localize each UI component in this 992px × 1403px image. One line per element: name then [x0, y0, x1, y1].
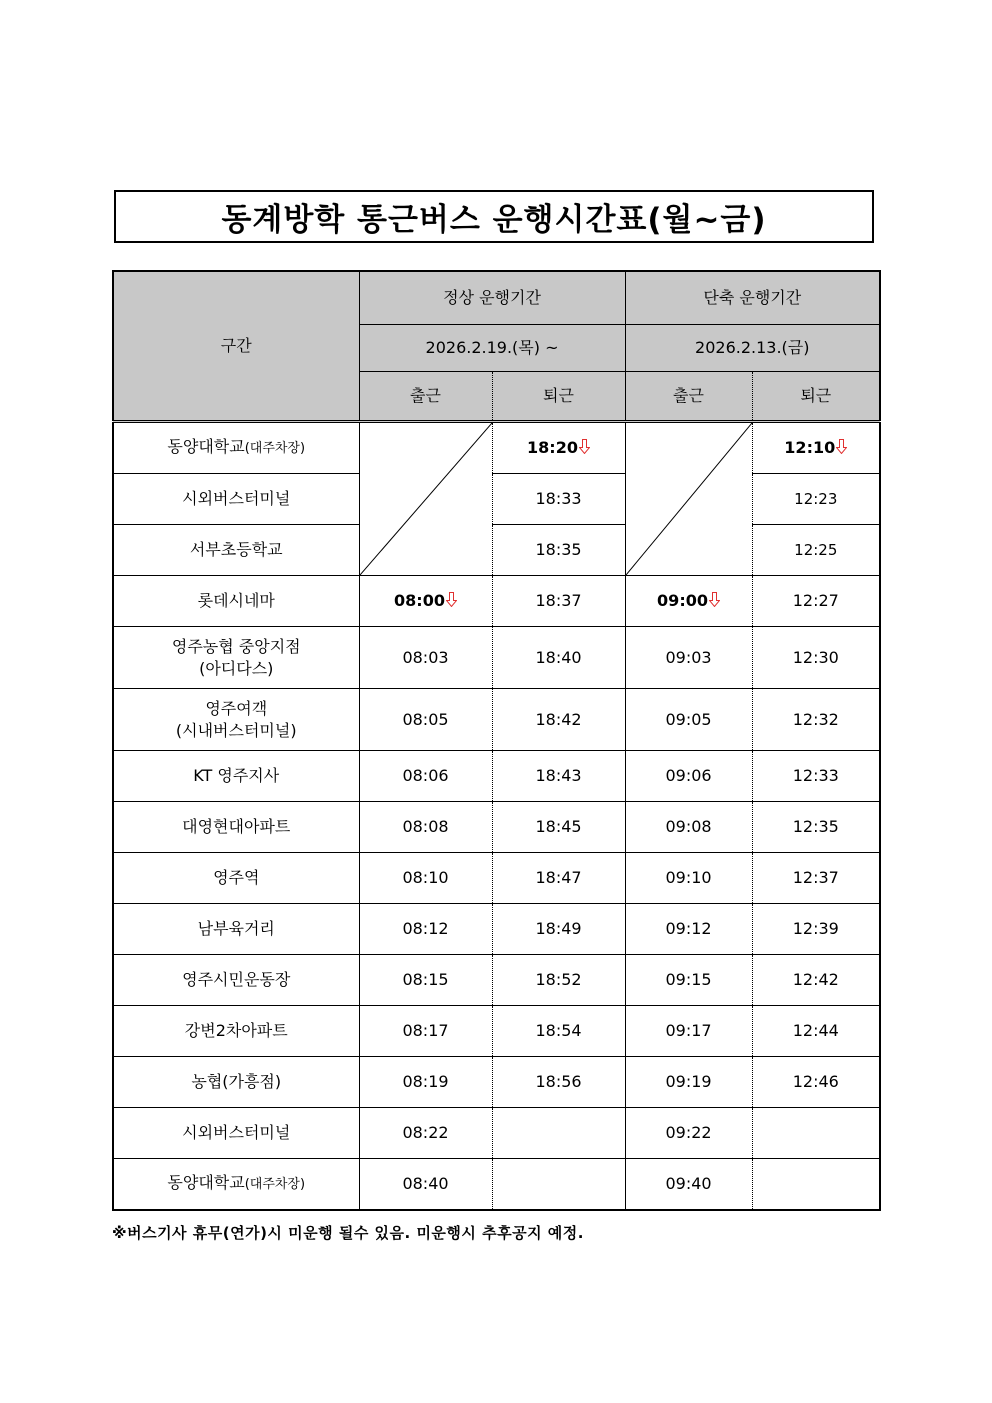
short-go-time: 09:06 [625, 751, 752, 802]
normal-go-time: 08:10 [359, 853, 492, 904]
normal-go-time: 08:03 [359, 627, 492, 689]
normal-return-time: 18:47 [492, 853, 625, 904]
short-return-time: 12:39 [752, 904, 880, 955]
table-row [113, 627, 880, 689]
normal-return-time: 18:43 [492, 751, 625, 802]
normal-go-time: 08:19 [359, 1057, 492, 1108]
stop-name: 영주농협 중앙지점 (아디다스) [113, 627, 359, 689]
normal-period-date: 2026.2.19.(목) ~ [359, 325, 625, 372]
table-row [113, 1108, 880, 1159]
empty-diagonal-cell [359, 422, 492, 576]
normal-go-time: 08:05 [359, 689, 492, 751]
normal-return-header: 퇴근 [492, 372, 625, 422]
normal-return-time: 18:20 [492, 422, 625, 474]
short-period-date: 2026.2.13.(금) [625, 325, 880, 372]
table-row [113, 802, 880, 853]
short-go-time: 09:22 [625, 1108, 752, 1159]
short-go-header: 출근 [625, 372, 752, 422]
stop-name: KT 영주지사 [113, 751, 359, 802]
stop-name: 남부육거리 [113, 904, 359, 955]
short-return-time: 12:30 [752, 627, 880, 689]
short-return-time [752, 1159, 880, 1211]
stop-name: 영주역 [113, 853, 359, 904]
normal-go-time: 08:06 [359, 751, 492, 802]
short-return-time: 12:44 [752, 1006, 880, 1057]
table-row [113, 474, 880, 525]
table-row [113, 751, 880, 802]
short-go-time: 09:05 [625, 689, 752, 751]
short-return-time: 12:35 [752, 802, 880, 853]
normal-return-time: 18:35 [492, 525, 625, 576]
short-return-time: 12:10 [752, 422, 880, 474]
table-row [113, 422, 880, 474]
short-go-time: 09:03 [625, 627, 752, 689]
stop-name: 영주여객 (시내버스터미널) [113, 689, 359, 751]
stop-name: 영주시민운동장 [113, 955, 359, 1006]
stop-name: 시외버스터미널 [113, 474, 359, 525]
stop-name: 강변2차아파트 [113, 1006, 359, 1057]
table-row [113, 1006, 880, 1057]
short-period-header: 단축 운행기간 [625, 271, 880, 325]
stop-name: 서부초등학교 [113, 525, 359, 576]
table-row [113, 689, 880, 751]
down-arrow-icon [579, 439, 590, 454]
short-return-time [752, 1108, 880, 1159]
short-return-time: 12:37 [752, 853, 880, 904]
down-arrow-icon [446, 592, 457, 607]
normal-return-time: 18:45 [492, 802, 625, 853]
stop-name: 롯데시네마 [113, 576, 359, 627]
normal-go-time: 08:12 [359, 904, 492, 955]
normal-period-header: 정상 운행기간 [359, 271, 625, 325]
normal-return-time: 18:56 [492, 1057, 625, 1108]
stop-name: 대영현대아파트 [113, 802, 359, 853]
stop-name: 시외버스터미널 [113, 1108, 359, 1159]
table-row [113, 904, 880, 955]
normal-return-time: 18:42 [492, 689, 625, 751]
normal-return-time: 18:49 [492, 904, 625, 955]
short-go-time: 09:08 [625, 802, 752, 853]
footnote: ※버스기사 휴무(연가)시 미운행 될수 있음. 미운행시 추후공지 예정. [112, 1224, 584, 1242]
short-go-time: 09:00 [625, 576, 752, 627]
table-row [113, 853, 880, 904]
timetable [112, 270, 881, 1211]
stop-name: 동양대학교(대주차장) [113, 1159, 359, 1211]
normal-go-time: 08:22 [359, 1108, 492, 1159]
normal-go-time: 08:40 [359, 1159, 492, 1211]
short-return-time: 12:46 [752, 1057, 880, 1108]
short-return-header: 퇴근 [752, 372, 880, 422]
short-go-time: 09:12 [625, 904, 752, 955]
normal-return-time [492, 1108, 625, 1159]
table-row [113, 955, 880, 1006]
down-arrow-icon [836, 439, 847, 454]
normal-return-time: 18:37 [492, 576, 625, 627]
short-return-time: 12:42 [752, 955, 880, 1006]
stop-name: 농협(가흥점) [113, 1057, 359, 1108]
normal-return-time: 18:33 [492, 474, 625, 525]
short-return-time: 12:27 [752, 576, 880, 627]
short-go-time: 09:17 [625, 1006, 752, 1057]
normal-go-time: 08:00 [359, 576, 492, 627]
table-row [113, 576, 880, 627]
short-go-time: 09:19 [625, 1057, 752, 1108]
short-return-time: 12:32 [752, 689, 880, 751]
page-title: 동계방학 통근버스 운행시간표(월~금) [114, 190, 874, 243]
short-return-time: 12:33 [752, 751, 880, 802]
empty-diagonal-cell [625, 422, 752, 576]
down-arrow-icon [709, 592, 720, 607]
section-header: 구간 [113, 271, 359, 422]
table-row [113, 1159, 880, 1211]
table-row [113, 525, 880, 576]
normal-go-time: 08:15 [359, 955, 492, 1006]
normal-go-time: 08:17 [359, 1006, 492, 1057]
normal-go-time: 08:08 [359, 802, 492, 853]
short-go-time: 09:40 [625, 1159, 752, 1211]
normal-return-time [492, 1159, 625, 1211]
normal-return-time: 18:40 [492, 627, 625, 689]
short-return-time: 12:23 [752, 474, 880, 525]
stop-name: 동양대학교(대주차장) [113, 422, 359, 474]
normal-return-time: 18:54 [492, 1006, 625, 1057]
short-go-time: 09:10 [625, 853, 752, 904]
short-return-time: 12:25 [752, 525, 880, 576]
normal-go-header: 출근 [359, 372, 492, 422]
normal-return-time: 18:52 [492, 955, 625, 1006]
short-go-time: 09:15 [625, 955, 752, 1006]
table-row [113, 1057, 880, 1108]
